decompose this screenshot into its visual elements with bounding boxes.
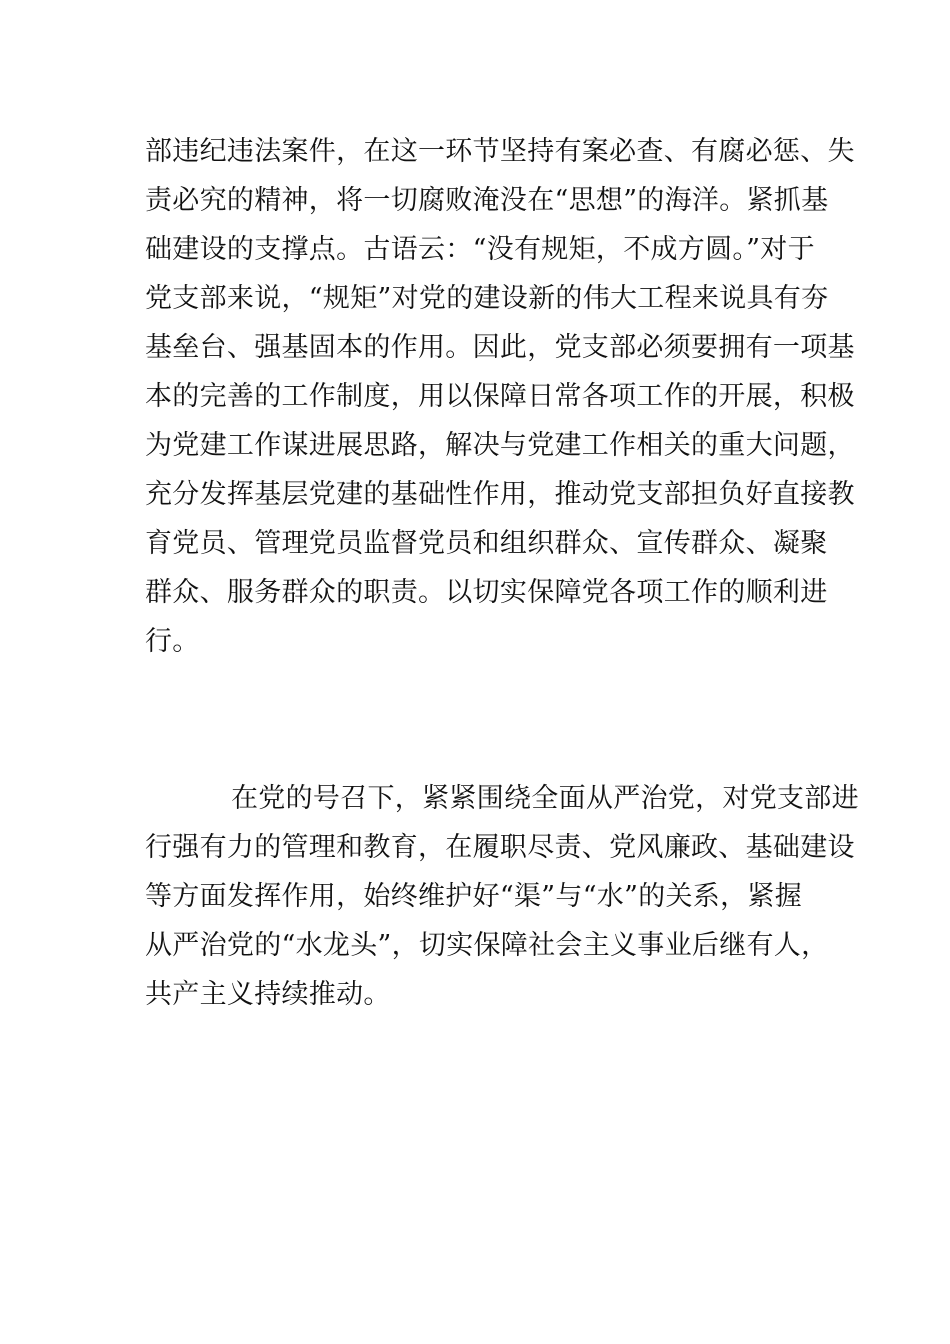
text-line: 共产主义持续推动。 (145, 979, 391, 1010)
text-line: 本的完善的工作制度，用以保障日常各项工作的开展，积极 (145, 381, 855, 412)
paragraph-2 (145, 774, 859, 1019)
text-line: 在党的号召下，紧紧围绕全面从严治党，对党支部进 (231, 783, 859, 814)
text-line: 行强有力的管理和教育，在履职尽责、党风廉政、基础建设 (145, 832, 855, 863)
text-line: 群众、服务群众的职责。以切实保障党各项工作的顺利进 (145, 577, 828, 608)
text-line: 责必究的精神，将一切腐败淹没在“思想”的海洋。紧抓基 (145, 185, 829, 216)
text-line: 为党建工作谋进展思路，解决与党建工作相关的重大问题， (145, 430, 855, 461)
text-line: 充分发挥基层党建的基础性作用，推动党支部担负好直接教 (145, 479, 855, 510)
text-line: 育党员、管理党员监督党员和组织群众、宣传群众、凝聚 (145, 528, 828, 559)
text-line: 基垒台、强基固本的作用。因此，党支部必须要拥有一项基 (145, 332, 855, 363)
text-line: 等方面发挥作用，始终维护好“渠”与“水”的关系，紧握 (145, 881, 803, 912)
text-line: 从严治党的“水龙头”，切实保障社会主义事业后继有人， (145, 930, 829, 961)
text-line: 行。 (145, 626, 200, 657)
text-line: 础建设的支撑点。古语云：“没有规矩，不成方圆。”对于 (145, 234, 815, 265)
text-line: 党支部来说，“规矩”对党的建设新的伟大工程来说具有夯 (145, 283, 829, 314)
paragraph-1 (145, 127, 855, 666)
text-line: 部违纪违法案件，在这一环节坚持有案必查、有腐必惩、失 (145, 136, 855, 167)
